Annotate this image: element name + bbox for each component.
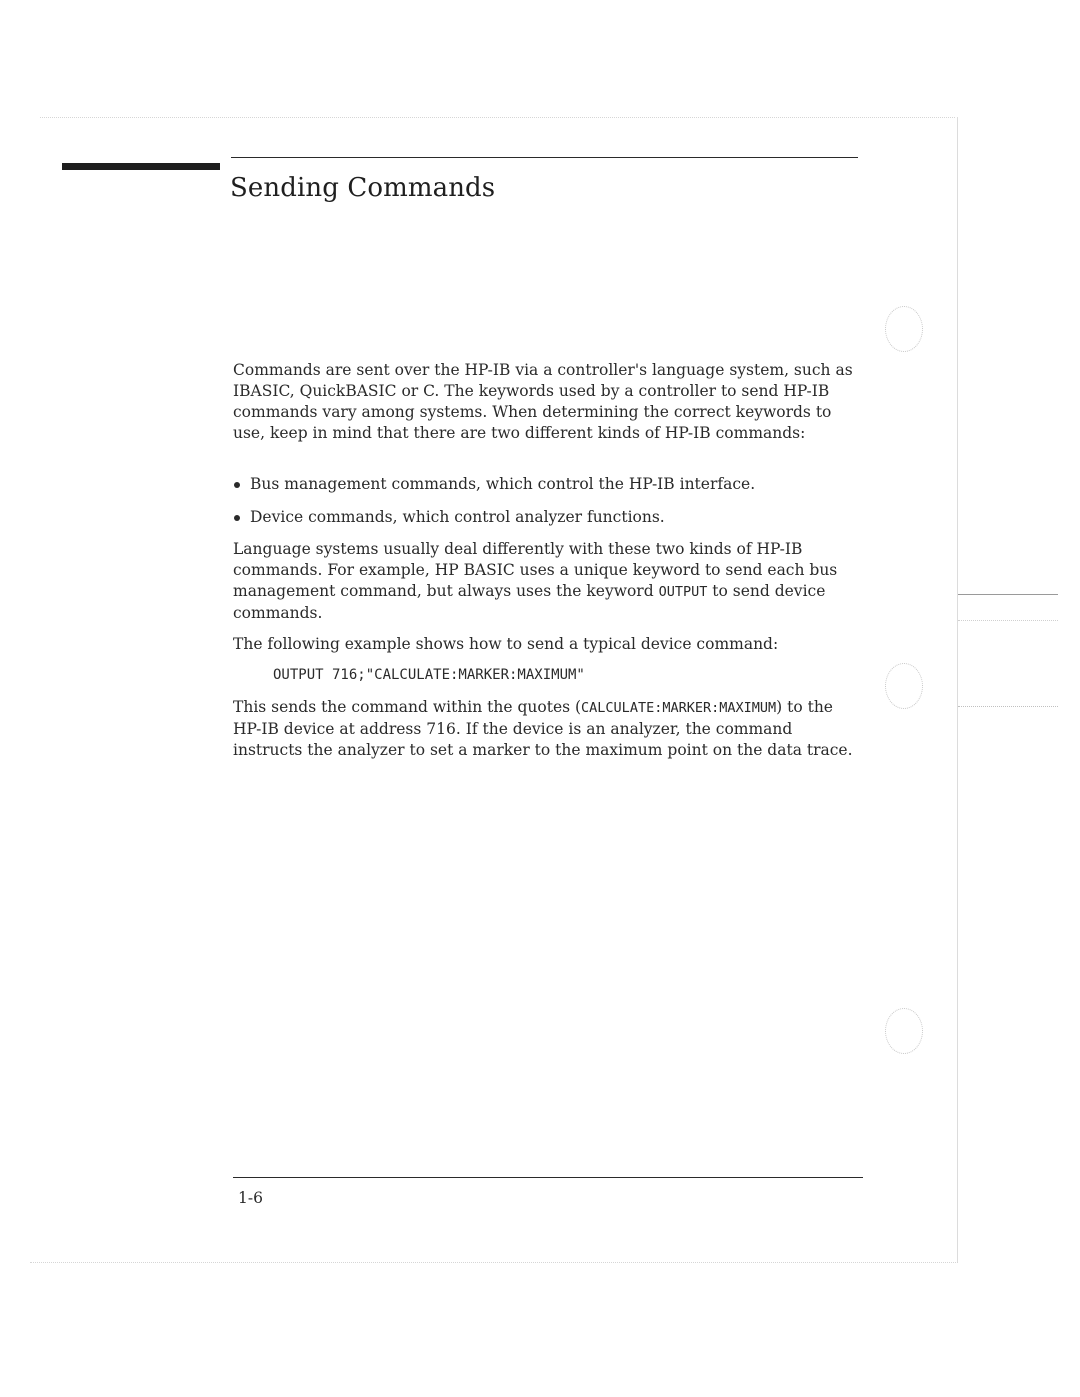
tab-divider-line — [958, 706, 1058, 707]
list-item — [233, 474, 863, 495]
paragraph-text: to send device commands. — [233, 582, 826, 622]
page-title: Sending Commands — [230, 173, 496, 203]
command-types-list — [233, 474, 863, 540]
command-name: CALCULATE:MARKER:MAXIMUM — [581, 700, 777, 716]
code-example: OUTPUT 716;"CALCULATE:MARKER:MAXIMUM" — [273, 667, 585, 683]
bullet-icon — [234, 482, 240, 488]
scan-edge-top — [40, 117, 955, 118]
example-explanation-paragraph — [233, 697, 863, 761]
footer-rule — [233, 1177, 863, 1178]
list-item — [233, 507, 863, 528]
example-intro-paragraph: The following example shows how to send a typical device command: — [233, 635, 779, 653]
output-keyword: OUTPUT — [658, 584, 708, 600]
intro-paragraph: Commands are sent over the HP-IB via a controller's language system, such as IBASIC, QuickBASIC or C. The keywords used by a controller to send HP-IB commands vary among systems. When determining the correct keywords to use, keep in mind that there are two different kinds of HP-IB commands: — [233, 361, 853, 442]
tab-divider-line — [958, 620, 1058, 621]
scan-edge-bottom — [30, 1262, 958, 1263]
binder-hole-icon — [885, 663, 923, 709]
language-systems-paragraph — [233, 539, 863, 624]
paragraph-text: Language systems usually deal differently with these two kinds of HP-IB commands. For example, HP BASIC uses a unique keyword to send each bus management command, but always uses the keyword — [233, 540, 838, 600]
paragraph-text: ) to the HP-IB device at address 716. If the device is an analyzer, the command instructs the analyzer to set a marker to the maximum point on the data trace. — [233, 698, 853, 759]
bullet-icon — [234, 515, 240, 521]
header-rule — [231, 157, 858, 158]
section-marker-bar — [62, 163, 220, 170]
scan-edge-right — [957, 117, 958, 1262]
page-number: 1-6 — [238, 1189, 263, 1207]
paragraph-text: This sends the command within the quotes ( — [233, 698, 582, 716]
list-item-text: Bus management commands, which control the HP-IB interface. — [250, 475, 756, 493]
list-item-text: Device commands, which control analyzer functions. — [250, 508, 665, 526]
binder-hole-icon — [885, 1008, 923, 1054]
tab-divider-line — [958, 594, 1058, 595]
binder-hole-icon — [885, 306, 923, 352]
